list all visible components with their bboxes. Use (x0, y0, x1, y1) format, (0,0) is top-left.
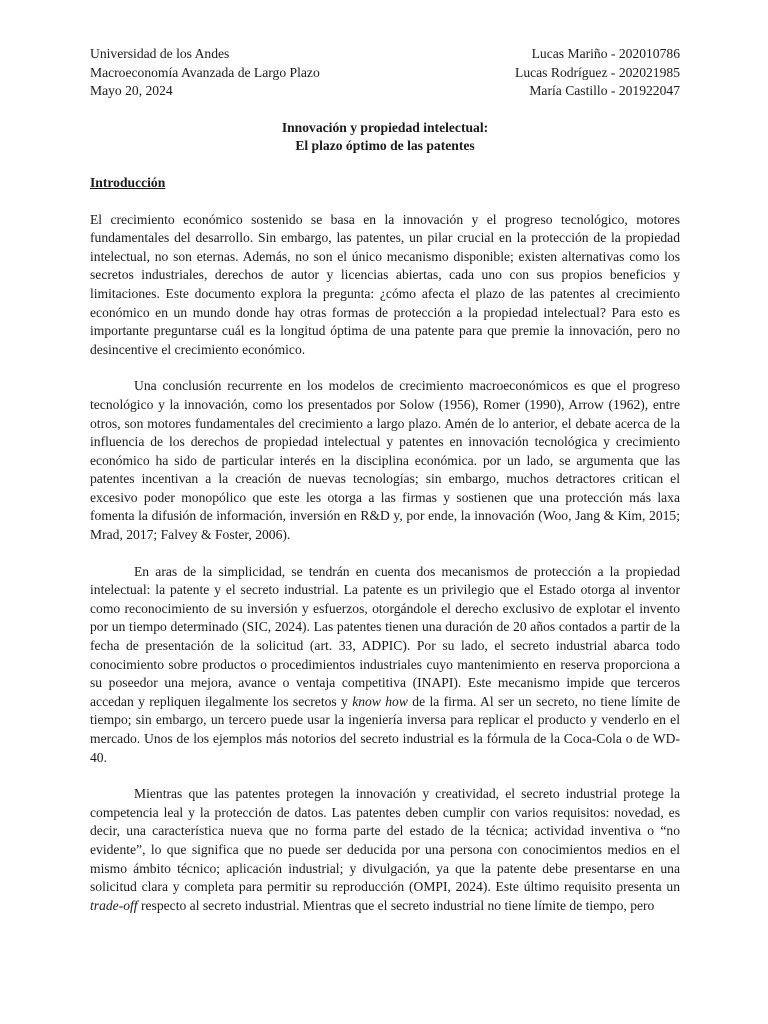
university-name: Universidad de los Andes (90, 46, 230, 61)
document-title (90, 119, 680, 156)
paragraph-2 (90, 377, 680, 544)
text-segment: de la firma. Al ser un secreto, no tiene límite de tiempo; sin embargo, un tercero puede usar la ingeniería inversa para replicar el producto y venderlo en el mercado. Unos de los ejemplos más notorios del secreto industrial es la fórmula de la Coca-Cola o de WD-40. (90, 693, 680, 765)
text-segment: respecto al secreto industrial. Mientras que el secreto industrial no tiene límite de tiempo, pero (137, 897, 655, 913)
section-heading-introduccion: Introducción (90, 174, 166, 190)
author-1: Lucas Mariño - 202010786 (531, 46, 680, 61)
title-line-1: Innovación y propiedad intelectual: (281, 119, 489, 135)
paragraph-1 (90, 211, 680, 360)
italic-term: know how (352, 693, 408, 709)
document-header (90, 45, 680, 101)
header-right (515, 45, 680, 101)
title-line-2: El plazo óptimo de las patentes (295, 138, 475, 154)
text-segment: Una conclusión recurrente en los modelos de crecimiento macroeconómicos es que el progreso tecnológico y la innovación, como los presentados por Solow (1956), Romer (1990), Arrow (1962), entre otros, son motores fundamentales del crecimiento a largo plazo. Amén de lo anterior, el debate acerca de la influencia de los derechos de propiedad intelectual y patentes en innovación tecnológica y crecimiento económico ha sido de particular interés en la disciplina económica. por un lado, se argumenta que las patentes incentivan a la creación de nuevas tecnologías; sin embargo, muchos detractores critican el excesivo poder monopólico que este les otorga a las firmas y sostienen que una protección más laxa fomenta la difusión de información, inversión en R&D y, por ende, la innovación (Woo, Jang & Kim, 2015; Mrad, 2017; Falvey & Foster, 2006). (90, 378, 680, 543)
course-name: Macroeconomía Avanzada de Largo Plazo (90, 64, 320, 80)
text-segment: Mientras que las patentes protegen la innovación y creatividad, el secreto industrial protege la competencia leal y la protección de datos. Las patentes deben cumplir con varios requisitos: novedad, es decir, una característica nueva que no forma parte del estado de la técnica; actividad inventiva o “no evidente”, lo que significa que no puede ser deducida por una persona con conocimientos medios en el mismo ámbito técnico; aplicación industrial; y divulgación, ya que la patente debe presentarse en una solicitud clara y completa para permitir su reproducción (OMPI, 2024). Este último requisito presenta un (90, 786, 680, 895)
body-text (90, 211, 680, 916)
document-date: Mayo 20, 2024 (90, 83, 173, 99)
paragraph-4 (90, 785, 680, 915)
author-2: Lucas Rodríguez - 202021985 (515, 64, 680, 80)
header-left (90, 45, 320, 101)
text-segment: En aras de la simplicidad, se tendrán en cuenta dos mecanismos de protección a la propiedad intelectual: la patente y el secreto industrial. La patente es un privilegio que el Estado otorga al inventor como reconocimiento de su inversión y esfuerzos, otorgándole el derecho exclusivo de explotar el invento por un tiempo determinado (SIC, 2024). Las patentes tienen una duración de 20 años contados a partir de la fecha de presentación de la solicitud (art. 33, ADPIC). Por su lado, el secreto industrial abarca todo conocimiento sobre productos o procedimientos industriales cuyo mantenimiento en reserva proporciona a su poseedor una mejora, avance o ventaja competitiva (INAPI). Este mecanismo impide que terceros accedan y repliquen ilegalmente los secretos y (90, 563, 680, 709)
text-segment: El crecimiento económico sostenido se basa en la innovación y el progreso tecnológico, motores fundamentales del desarrollo. Sin embargo, las patentes, un pilar crucial en la protección de la propiedad intelectual, no son eternas. Además, no son el único mecanismo disponible; existen alternativas como los secretos industriales, derechos de autor y licencias abiertas, cada uno con sus propios beneficios y limitaciones. Este documento explora la pregunta: ¿cómo afecta el plazo de las patentes al crecimiento económico en un mundo donde hay otras formas de protección a la propiedad intelectual? Para esto es importante preguntarse cuál es la longitud óptima de una patente para que premie la innovación, pero no desincentive el crecimiento económico. (90, 211, 680, 357)
paragraph-3 (90, 563, 680, 768)
italic-term: trade-off (90, 897, 138, 913)
author-3: María Castillo - 201922047 (529, 83, 680, 99)
